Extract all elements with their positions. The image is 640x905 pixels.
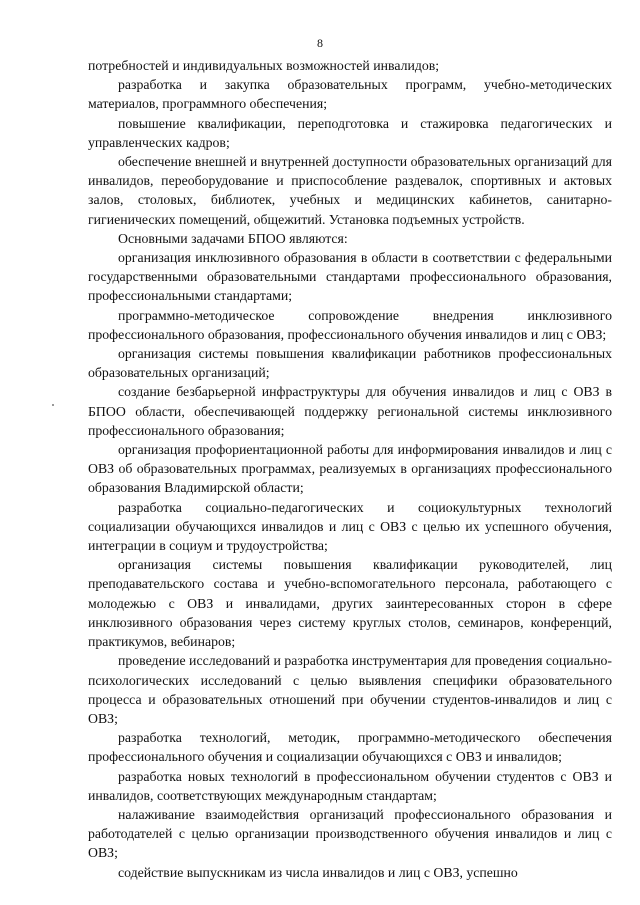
task-item: организация системы повышения квалификации работников профессиональных образовательных организаций; — [88, 346, 612, 381]
paragraph: разработка и закупка образовательных программ, учебно-методических материалов, программного обеспечения; — [88, 77, 612, 112]
paragraph: повышение квалификации, переподготовка и стажировка педагогических и управленческих кадров; — [88, 115, 612, 150]
task-item: разработка технологий, методик, программно-методического обеспечения профессионального обучения и социализации обучающихся с ОВЗ и инвалидов; — [88, 730, 612, 765]
paragraph: обеспечение внешней и внутренней доступности образовательных организаций для инвалидов, переоборудование и приспособление раздевалок, спортивных и актовых залов, столовых, библиотек, учебных и медицинских кабинетов, санитарно-гигиенических помещений, общежитий. Установка подъемных устройств. — [88, 154, 612, 227]
document-body — [88, 56, 612, 882]
task-item: разработка социально-педагогических и социокультурных технологий социализации обучающихся инвалидов и лиц с ОВЗ с целью их успешного обучения, интеграции в социум и трудоустройства; — [88, 499, 612, 554]
task-item: проведение исследований и разработка инструментария для проведения социально-психологических исследований с целью выявления специфики образовательного процесса и образовательных отношений при обучении студентов-инвалидов и лиц с ОВЗ; — [88, 653, 612, 726]
task-item: налаживание взаимодействия организаций профессионального образования и работодателей с целью организации производственного обучения инвалидов и лиц с ОВЗ; — [88, 806, 612, 861]
task-item: организация профориентационной работы для информирования инвалидов и лиц с ОВЗ об образовательных программах, реализуемых в организациях профессионального образования Владимирской области; — [88, 442, 612, 496]
task-item: организация инклюзивного образования в области в соответствии с федеральными государственными образовательными стандартами профессионального образования, профессиональными стандартами; — [88, 250, 612, 304]
task-item: программно-методическое сопровождение внедрения инклюзивного профессионального образования, профессионального обучения инвалидов и лиц с ОВЗ; — [88, 307, 612, 342]
scan-artifact — [52, 404, 54, 406]
task-item: содействие выпускникам из числа инвалидов и лиц с ОВЗ, успешно — [118, 864, 518, 880]
task-item: организация системы повышения квалификации руководителей, лиц преподавательского состава и учебно-вспомогательного персонала, работающего с молодежью с ОВЗ и инвалидами, других заинтересованных сторон в сфере инклюзивного образования через систему круглых столов, семинаров, конференций, практикумов, вебинаров; — [88, 557, 612, 650]
paragraph-continuation: потребностей и индивидуальных возможностей инвалидов; — [88, 58, 440, 73]
section-intro: Основными задачами БПОО являются: — [118, 230, 348, 246]
task-item: разработка новых технологий в профессиональном обучении студентов с ОВЗ и инвалидов, соответствующих международным стандартам; — [88, 768, 612, 803]
task-item: создание безбарьерной инфраструктуры для обучения инвалидов и лиц с ОВЗ в БПОО области, обеспечивающей поддержку региональной системы инклюзивного профессионального образования; — [88, 384, 612, 438]
page-number: 8 — [317, 36, 323, 50]
